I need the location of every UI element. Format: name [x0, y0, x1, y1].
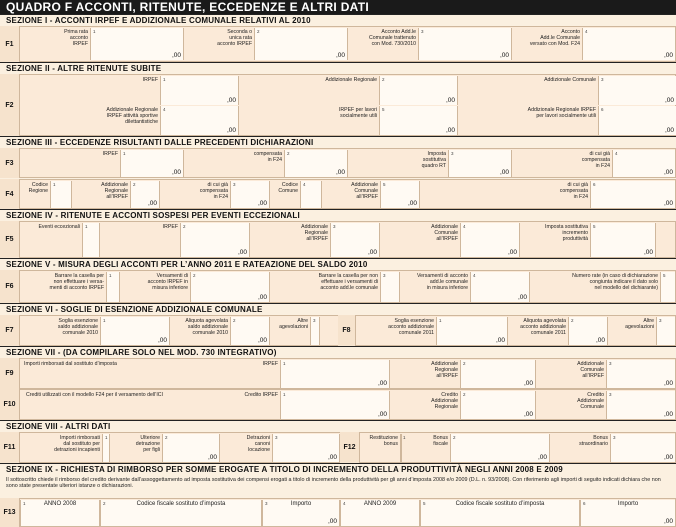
f1-field-1[interactable]: [90, 28, 184, 60]
field-number: 3: [313, 318, 316, 323]
row-label-f1: F1: [0, 26, 20, 62]
field-number: 5: [382, 107, 385, 112]
field-number: 2: [453, 435, 456, 440]
field-number: 4: [343, 501, 346, 506]
field-number: 3: [609, 361, 612, 366]
decimal-suffix: ,00: [257, 200, 267, 207]
field-number: 2: [463, 392, 466, 397]
f2-field-5[interactable]: [379, 106, 458, 135]
field-number: 6: [593, 182, 596, 187]
field-number: 4: [473, 273, 476, 278]
f5-field-2[interactable]: [180, 223, 250, 257]
section-header-s2: SEZIONE II - ALTRE RITENUTE SUBITE: [0, 62, 676, 74]
f2-field-1[interactable]: [160, 76, 239, 105]
f5-field-4[interactable]: [460, 223, 520, 257]
row-label-f7: F7: [0, 315, 20, 346]
field-number: 3: [613, 435, 616, 440]
f11-field-3[interactable]: [272, 434, 340, 462]
f7-field-2[interactable]: [230, 317, 270, 345]
f11-field-2[interactable]: [162, 434, 220, 462]
f1-field-3[interactable]: [418, 28, 512, 60]
field-number: 5: [663, 273, 666, 278]
f13-label-2: Codice fiscale sostituto d’imposta: [136, 501, 226, 507]
f2-field-2[interactable]: [379, 76, 458, 105]
decimal-suffix: ,00: [157, 337, 167, 344]
f13-label-1: ANNO 2008: [43, 501, 77, 507]
f7-field-1-label: Soglia esenzione saldo addizionale comunale 2010: [57, 318, 98, 336]
f9-field-1-label: IRPEF: [262, 361, 278, 367]
f9-desc: Importi rimborsati dal sostituto d’imposta: [24, 361, 117, 367]
f4-field-5-label: Addizionale Comunale all’IRPEF: [351, 182, 378, 200]
decimal-suffix: ,00: [663, 518, 673, 525]
f11-field-2-label: Ulteriore detrazione per figli: [135, 435, 160, 453]
f13-declaration: Il sottoscritto chiede il rimborso del credito derivante dall’assoggettamento ad imposta sostitutiva dei compensi erogati a titolo di incremento della produttività per gli anni d’imposta 2008 e/o 2009 (D.L. n. 93/2008). Con riferimento agli importi di seguito indicati dichiara che non sono state presentate ulteriori istanze o dichiarazioni.: [6, 477, 661, 490]
field-number: 3: [265, 501, 268, 506]
decimal-suffix: ,00: [663, 380, 673, 387]
decimal-suffix: ,00: [377, 380, 387, 387]
field-number: 3: [659, 318, 662, 323]
f13-field-6[interactable]: [580, 500, 676, 526]
f2-field-4-label: Addizionale Regionale IRPEF attività sportive dilettantistiche: [106, 107, 158, 125]
decimal-suffix: ,00: [377, 411, 387, 418]
row-label-f9: F9: [0, 358, 20, 389]
field-number: 1: [85, 224, 88, 229]
field-number: 4: [463, 224, 466, 229]
decimal-suffix: ,00: [523, 411, 533, 418]
f8-field-2[interactable]: [568, 317, 608, 345]
f9-field-1[interactable]: [280, 360, 390, 388]
f9-field-3-label: Addizionale Comunale all’IRPEF: [577, 361, 604, 379]
section-header-s8: SEZIONE VIII - ALTRI DATI: [0, 420, 676, 432]
decimal-suffix: ,00: [445, 127, 455, 134]
f1-field-3-label: Acconto Add.le Comunale trattenuto con Mod. 730/2010: [368, 29, 416, 47]
f5-field-1-label: Eventi eccezionali: [38, 224, 80, 230]
f9-field-2[interactable]: [460, 360, 536, 388]
decimal-suffix: ,00: [257, 294, 267, 301]
field-number: 1: [53, 182, 56, 187]
f8-field-3-label: Altre agevolazioni: [625, 318, 654, 330]
f6-field-3-label: Barrare la casella per non effettuare i versamenti di acconto add.le comunale: [318, 273, 378, 291]
decimal-suffix: ,00: [499, 169, 509, 176]
f4-field-3[interactable]: [230, 181, 270, 208]
f12-field-2[interactable]: [450, 434, 550, 462]
f9-field-2-label: Addizionale Regionale all’IRPEF: [431, 361, 458, 379]
f4-field-1-label: Codice Regione: [28, 182, 48, 194]
f4-field-2-label: Addizionale Regionale all’IRPEF: [101, 182, 128, 200]
f5-field-3[interactable]: [330, 223, 380, 257]
field-number: 3: [601, 77, 604, 82]
decimal-suffix: ,00: [207, 454, 217, 461]
f3-field-3-label: Imposta sostitutiva quadro RT: [421, 151, 446, 169]
f13-field-3[interactable]: [262, 500, 340, 526]
field-number: 2: [571, 318, 574, 323]
decimal-suffix: ,00: [663, 454, 673, 461]
f4-field-6[interactable]: [590, 181, 676, 208]
f2-field-1-label: IRPEF: [142, 77, 158, 83]
decimal-suffix: ,00: [147, 200, 157, 207]
row-label-f8: F8: [338, 315, 356, 346]
field-number: 3: [333, 224, 336, 229]
decimal-suffix: ,00: [407, 200, 417, 207]
field-number: 1: [283, 392, 286, 397]
decimal-suffix: ,00: [595, 337, 605, 344]
decimal-suffix: ,00: [523, 380, 533, 387]
field-number: 1: [23, 501, 26, 506]
f6-field-4[interactable]: [470, 272, 530, 302]
f4-field-6-label: di cui già compensata in F24: [559, 182, 588, 200]
field-number: 2: [193, 273, 196, 278]
f8-field-3[interactable]: [656, 317, 676, 345]
f3-field-2-label: compensata in F24: [253, 151, 282, 163]
section-header-s9: SEZIONE IX - RICHIESTA DI RIMBORSO PER SOMME EROGATE A TITOLO DI INCREMENTO DELLA PRODUTTIVITÀ NEGLI ANNI 2008 E 2009: [0, 463, 676, 475]
f10-field-2[interactable]: [460, 391, 536, 419]
f6-field-4-label: Versamenti di acconto add.le comunale in misura inferiore: [416, 273, 468, 291]
section-header-s6: SEZIONE VI - SOGLIE DI ESENZIONE ADDIZIONALE COMUNALE: [0, 303, 676, 315]
row-label-f3: F3: [0, 148, 20, 178]
decimal-suffix: ,00: [663, 52, 673, 59]
f3-field-1-label: IRPEF: [102, 151, 118, 157]
f13-field-4[interactable]: [340, 500, 420, 526]
f13-field-1[interactable]: [20, 500, 100, 526]
f3-field-1[interactable]: [120, 150, 184, 177]
decimal-suffix: ,00: [517, 294, 527, 301]
field-number: 2: [233, 318, 236, 323]
decimal-suffix: ,00: [171, 52, 181, 59]
field-number: 2: [463, 361, 466, 366]
decimal-suffix: ,00: [664, 127, 674, 134]
f8-field-1-label: Soglia esenzione acconto addizionale comunale 2011: [388, 318, 434, 336]
f13-label-4: ANNO 2009: [363, 501, 397, 507]
decimal-suffix: ,00: [237, 249, 247, 256]
field-number: 2: [287, 151, 290, 156]
f4-field-3-label: di cui già compensata in F24: [199, 182, 228, 200]
decimal-suffix: ,00: [445, 97, 455, 104]
f11-field-1[interactable]: [102, 434, 110, 462]
row-label-f13: F13: [0, 498, 20, 527]
f4-field-5[interactable]: [380, 181, 420, 208]
row-label-f10: F10: [0, 389, 20, 420]
field-number: 4: [163, 107, 166, 112]
form-title: QUADRO F ACCONTI, RITENUTE, ECCEDENZE E ALTRI DATI: [0, 0, 676, 14]
f3-field-2[interactable]: [284, 150, 348, 177]
field-number: 3: [421, 29, 424, 34]
field-number: 1: [123, 151, 126, 156]
field-number: 4: [303, 182, 306, 187]
field-number: 1: [439, 318, 442, 323]
f6-field-5[interactable]: [660, 272, 676, 302]
row-label-f2: F2: [0, 74, 20, 136]
decimal-suffix: ,00: [537, 454, 547, 461]
f10-desc: Crediti utilizzati con il modello F24 per il versamento dell’ICI: [26, 392, 163, 398]
field-number: 1: [403, 435, 406, 440]
f6-field-1-label: Barrare la casella per non effettuare i versa- menti di acconto IRPEF: [49, 273, 104, 291]
f6-field-3[interactable]: [380, 272, 400, 302]
f12-field-1-label: Restituzione bonus: [369, 435, 398, 447]
decimal-suffix: ,00: [499, 52, 509, 59]
f13-label-5: Codice fiscale sostituto d’imposta: [455, 501, 545, 507]
f10-field-2-label: Credito Addizionale Regionale: [431, 392, 458, 410]
f12-field-3-label: Bonus straordinario: [579, 435, 608, 447]
f7-field-1[interactable]: [100, 317, 170, 345]
f10-field-1-label: Credito IRPEF: [244, 392, 278, 398]
section-header-s7: SEZIONE VII - (DA COMPILARE SOLO NEL MOD. 730 INTEGRATIVO): [0, 346, 676, 358]
field-number: 3: [383, 273, 386, 278]
field-number: 5: [423, 501, 426, 506]
f10-field-3[interactable]: [606, 391, 676, 419]
decimal-suffix: ,00: [663, 169, 673, 176]
f7-field-3[interactable]: [310, 317, 320, 345]
f3-field-4[interactable]: [612, 150, 676, 177]
f5-field-5-label: Imposta sostitutiva incremento produttività: [545, 224, 588, 242]
field-number: 4: [615, 151, 618, 156]
f3-field-4-label: di cui già compensata in F24: [581, 151, 610, 169]
f5-field-2-label: IRPEF: [162, 224, 178, 230]
decimal-suffix: ,00: [663, 411, 673, 418]
row-label-f12: F12: [340, 432, 360, 463]
section-header-s4: SEZIONE IV - RITENUTE E ACCONTI SOSPESI PER EVENTI ECCEZIONALI: [0, 209, 676, 221]
f7-field-2-label: Aliquota agevolata saldo addizionale comunale 2010: [185, 318, 228, 336]
field-number: 1: [109, 273, 112, 278]
field-number: 5: [383, 182, 386, 187]
row-label-f11: F11: [0, 432, 20, 463]
f3-field-3[interactable]: [448, 150, 512, 177]
f2-field-4[interactable]: [160, 106, 239, 135]
f5-field-5[interactable]: [590, 223, 656, 257]
f13-field-2[interactable]: [100, 500, 262, 526]
f8-field-2-label: Aliquota agevolata acconto addizionale comunale 2011: [520, 318, 566, 336]
field-number: 6: [583, 501, 586, 506]
decimal-suffix: ,00: [327, 518, 337, 525]
field-number: 5: [593, 224, 596, 229]
row-label-f4: F4: [0, 179, 20, 209]
decimal-suffix: ,00: [171, 169, 181, 176]
field-number: 2: [382, 77, 385, 82]
f6-field-2[interactable]: [190, 272, 270, 302]
decimal-suffix: ,00: [257, 337, 267, 344]
field-number: 2: [165, 435, 168, 440]
f13-field-5[interactable]: [420, 500, 580, 526]
decimal-suffix: ,00: [335, 169, 345, 176]
field-number: 2: [183, 224, 186, 229]
f2-field-6-label: Addizionale Regionale IRPEF per lavori socialmente utili: [527, 107, 596, 119]
field-number: 1: [163, 77, 166, 82]
field-number: 2: [103, 501, 106, 506]
section-header-s5: SEZIONE V - MISURA DEGLI ACCONTI PER L’ANNO 2011 E RATEAZIONE DEL SALDO 2010: [0, 258, 676, 270]
f9-field-3[interactable]: [606, 360, 676, 388]
f11-field-1-label: Importi rimborsati dal sostituto per detrazioni incapienti: [54, 435, 100, 453]
field-number: 2: [257, 29, 260, 34]
f1-field-4[interactable]: [582, 28, 676, 60]
decimal-suffix: ,00: [367, 249, 377, 256]
field-number: 1: [283, 361, 286, 366]
f8-field-1[interactable]: [436, 317, 508, 345]
f2-field-6[interactable]: [598, 106, 676, 135]
f5-field-1[interactable]: [82, 223, 100, 257]
field-number: 3: [233, 182, 236, 187]
row-label-f6: F6: [0, 270, 20, 303]
f1-field-2[interactable]: [254, 28, 348, 60]
f1-field-4-label: Acconto Add.le Comunale versato con Mod. F24: [529, 29, 580, 47]
f4-field-4-label: Codice Comune: [278, 182, 298, 194]
field-number: 2: [133, 182, 136, 187]
decimal-suffix: ,00: [335, 52, 345, 59]
f6-field-2-label: Versamenti di acconto IRPEF in misura inferiore: [147, 273, 188, 291]
f10-field-3-label: Credito Addizionale Comunale: [577, 392, 604, 410]
f2-field-2-label: Addizionale Regionale: [325, 77, 377, 83]
section-header-s3: SEZIONE III - ECCEDENZE RISULTANTI DALLE PRECEDENTI DICHIARAZIONI: [0, 136, 676, 148]
f6-field-1[interactable]: [106, 272, 120, 302]
f2-field-5-label: IRPEF per lavori socialmente utili: [338, 107, 377, 119]
decimal-suffix: ,00: [663, 200, 673, 207]
f5-field-3-label: Addizionale Regionale all’IRPEF: [301, 224, 328, 242]
f13-label-6: Importo: [617, 501, 639, 507]
f6-field-5-label: Numero rate (in caso di dichiarazione congiunta indicare il dato solo nel modello del dichiarante): [572, 273, 658, 291]
decimal-suffix: ,00: [226, 97, 236, 104]
row-label-f5: F5: [0, 221, 20, 258]
field-number: 1: [105, 435, 108, 440]
f7-field-3-label: Altre agevolazioni: [279, 318, 308, 330]
decimal-suffix: ,00: [226, 127, 236, 134]
f2-field-3-label: Addizionale Comunale: [544, 77, 596, 83]
decimal-suffix: ,00: [327, 454, 337, 461]
f12-field-2-label: Bonus fiscale: [433, 435, 448, 447]
f5-field-4-label: Addizionale Comunale all’IRPEF: [431, 224, 458, 242]
field-number: 4: [585, 29, 588, 34]
field-number: 3: [609, 392, 612, 397]
decimal-suffix: ,00: [664, 97, 674, 104]
section-header-s1: SEZIONE I - ACCONTI IRPEF E ADDIZIONALE COMUNALE RELATIVI AL 2010: [0, 14, 676, 26]
decimal-suffix: ,00: [495, 337, 505, 344]
decimal-suffix: ,00: [643, 249, 653, 256]
field-number: 1: [93, 29, 96, 34]
field-number: 3: [451, 151, 454, 156]
decimal-suffix: ,00: [507, 249, 517, 256]
field-number: 3: [275, 435, 278, 440]
f4-field-4[interactable]: [300, 181, 322, 208]
f4-field-1[interactable]: [50, 181, 72, 208]
f4-field-2[interactable]: [130, 181, 160, 208]
f12-field-3[interactable]: [610, 434, 676, 462]
field-number: 6: [601, 107, 604, 112]
f13-label-3: Importo: [290, 501, 312, 507]
f11-field-3-label: Detrazioni canoni locazione: [246, 435, 270, 453]
f10-field-1[interactable]: [280, 391, 390, 419]
f2-field-3[interactable]: [598, 76, 676, 105]
f1-field-2-label: Seconda o unica rata acconto IRPEF: [217, 29, 252, 47]
field-number: 1: [103, 318, 106, 323]
f1-field-1-label: Prima rata acconto IRPEF: [64, 29, 88, 47]
